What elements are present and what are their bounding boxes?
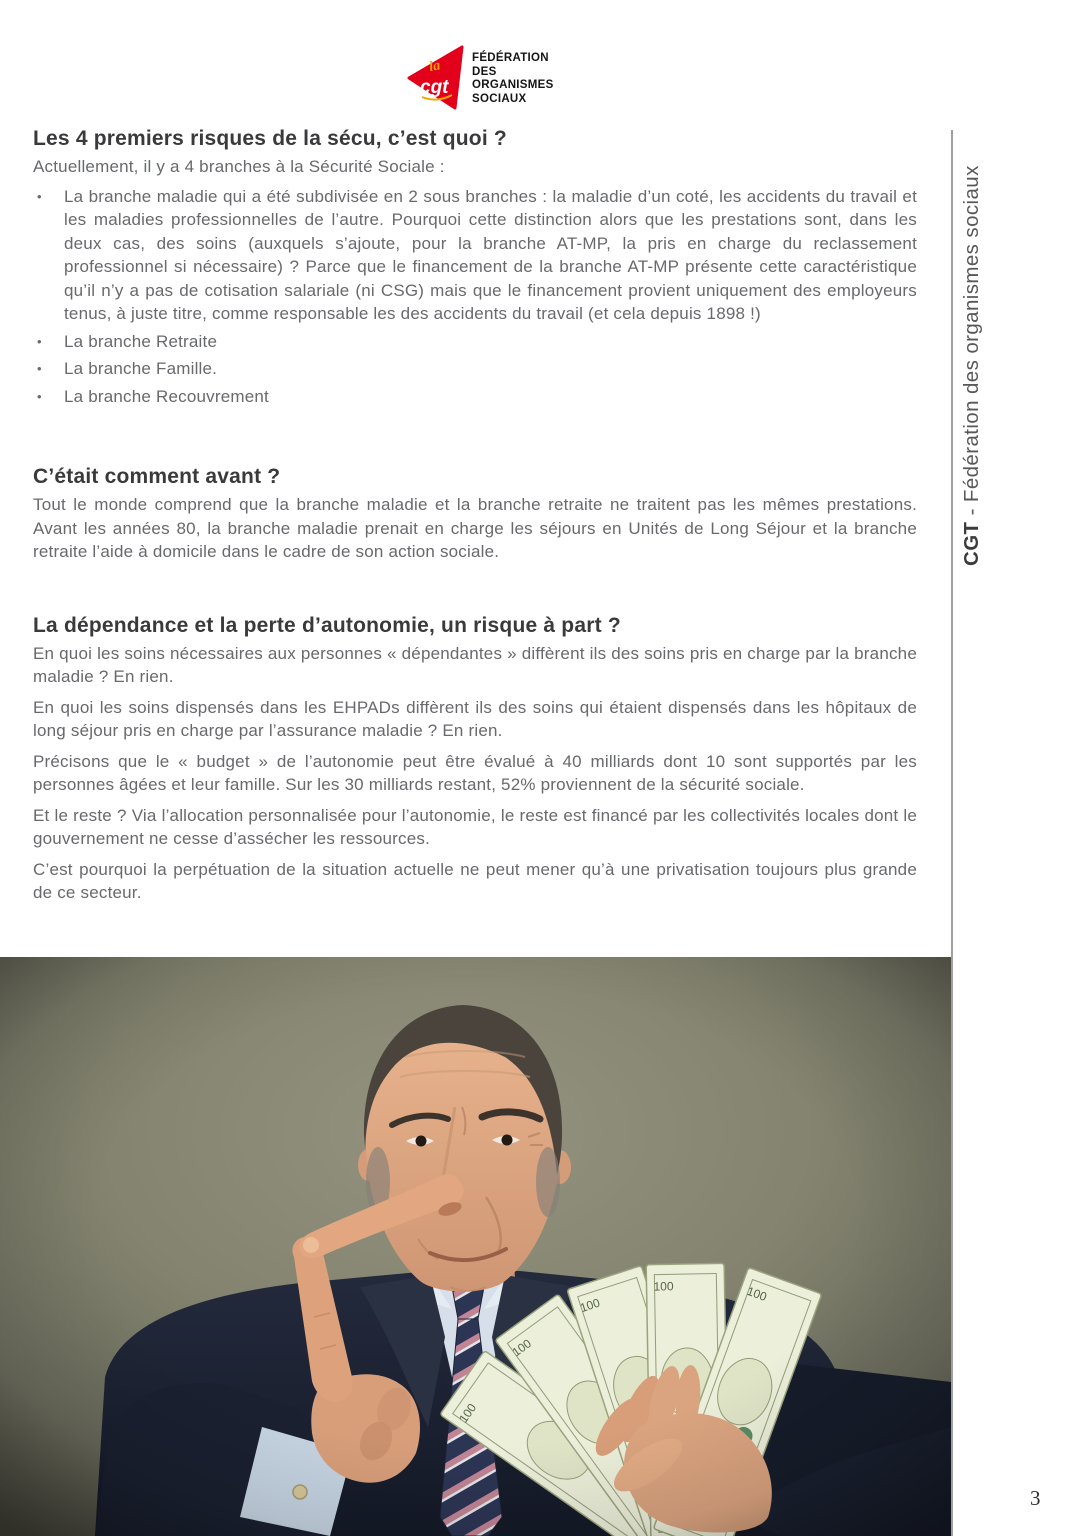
section1-heading: Les 4 premiers risques de la sécu, c’est quoi ? [33,127,507,150]
section3-paragraph: Et le reste ? Via l’allocation personnalisée pour l’autonomie, le reste est financé par les collectivités locales dont le gouvernement ne cesse d’assécher les ressources. [33,805,917,848]
cgt-logo-icon [407,42,464,110]
bullet-icon: • [37,188,42,204]
list-item: • La branche Recouvrement [33,385,917,409]
logo-script-la: la [428,58,442,75]
photo-man-long-nose-holding-money [0,957,951,1536]
list-item: • La branche Retraite [33,330,917,354]
section3-paragraph: En quoi les soins nécessaires aux personnes « dépendantes » diffèrent ils des soins pris en charge par la branche maladie ? En rien. [33,643,917,686]
logo-acronym-cgt: cgt [420,77,449,98]
logo-line: ORGANISMES [472,79,554,91]
sidebar-rule [951,130,953,1536]
logo-wordmark [472,52,554,110]
section3-paragraph: Précisons que le « budget » de l’autonomie peut être évalué à 40 milliards dont 10 sont supportés par les personnes âgées et leur famille. Sur les 30 milliards restant, 52% proviennent de la sécurité sociale. [33,751,917,794]
branch-bullet-list [33,185,917,409]
section3-paragraph: En quoi les soins dispensés dans les EHPADs diffèrent ils des soins qui étaient dispensés dans les hôpitaux de long séjour pris en charge par l’assurance maladie ? En rien. [33,697,917,740]
section1-intro: Actuellement, il y a 4 branches à la Sécurité Sociale : [33,157,445,176]
section2-paragraph: Tout le monde comprend que la branche maladie et la branche retraite ne traitent pas les mêmes prestations. Avant les années 80, la branche maladie prenait en charge les séjours en Unités de Long Séjour et la branche retraite l’aide à domicile dans le cadre de son action sociale. [33,495,917,561]
sidebar-org-acronym: CGT [960,521,983,566]
section3-paragraph: C’est pourquoi la perpétuation de la situation actuelle ne peut mener qu’à une privatisation toujours plus grande de ce secteur. [33,859,917,902]
page-number: 3 [1030,1486,1041,1510]
sidebar-org-name: Fédération des organismes sociaux [960,165,983,503]
section2-heading: C’était comment avant ? [33,465,281,488]
list-item: • La branche Famille. [33,357,917,381]
bullet-icon: • [37,333,42,349]
cgt-logo [407,42,554,110]
bullet-icon: • [37,388,42,404]
main-text-column [33,126,917,905]
logo-line: DES [472,65,497,78]
list-item: • La branche maladie qui a été subdivisée en 2 sous branches : la maladie d’un coté, les accidents du travail et les maladies professionnelles de l’autre. Pourquoi cette distinction alors que les prestations sont, dans les deux cas, des soins (auxquels s’ajoute, pour la branche AT-MP, la pris en charge du reclassement professionnel si nécessaire) ? Parce que le financement de la branche AT-MP présente cette caractéristique qu’il n’y a pas de cotisation salariale (ni CSG) mais que le financement provient uniquement des employeurs tenus, à juste titre, comme responsable les des accidents du travail (et cela depuis 1898 !) [33,185,917,326]
bullet-icon: • [37,361,42,376]
vignette-overlay [0,957,951,1536]
sidebar-separator: - [960,502,983,522]
logo-line: FÉDÉRATION [472,52,549,64]
sidebar-vertical-caption [957,132,987,566]
section3-heading: La dépendance et la perte d’autonomie, un risque à part ? [33,613,621,637]
logo-line: SOCIAUX [472,92,527,105]
